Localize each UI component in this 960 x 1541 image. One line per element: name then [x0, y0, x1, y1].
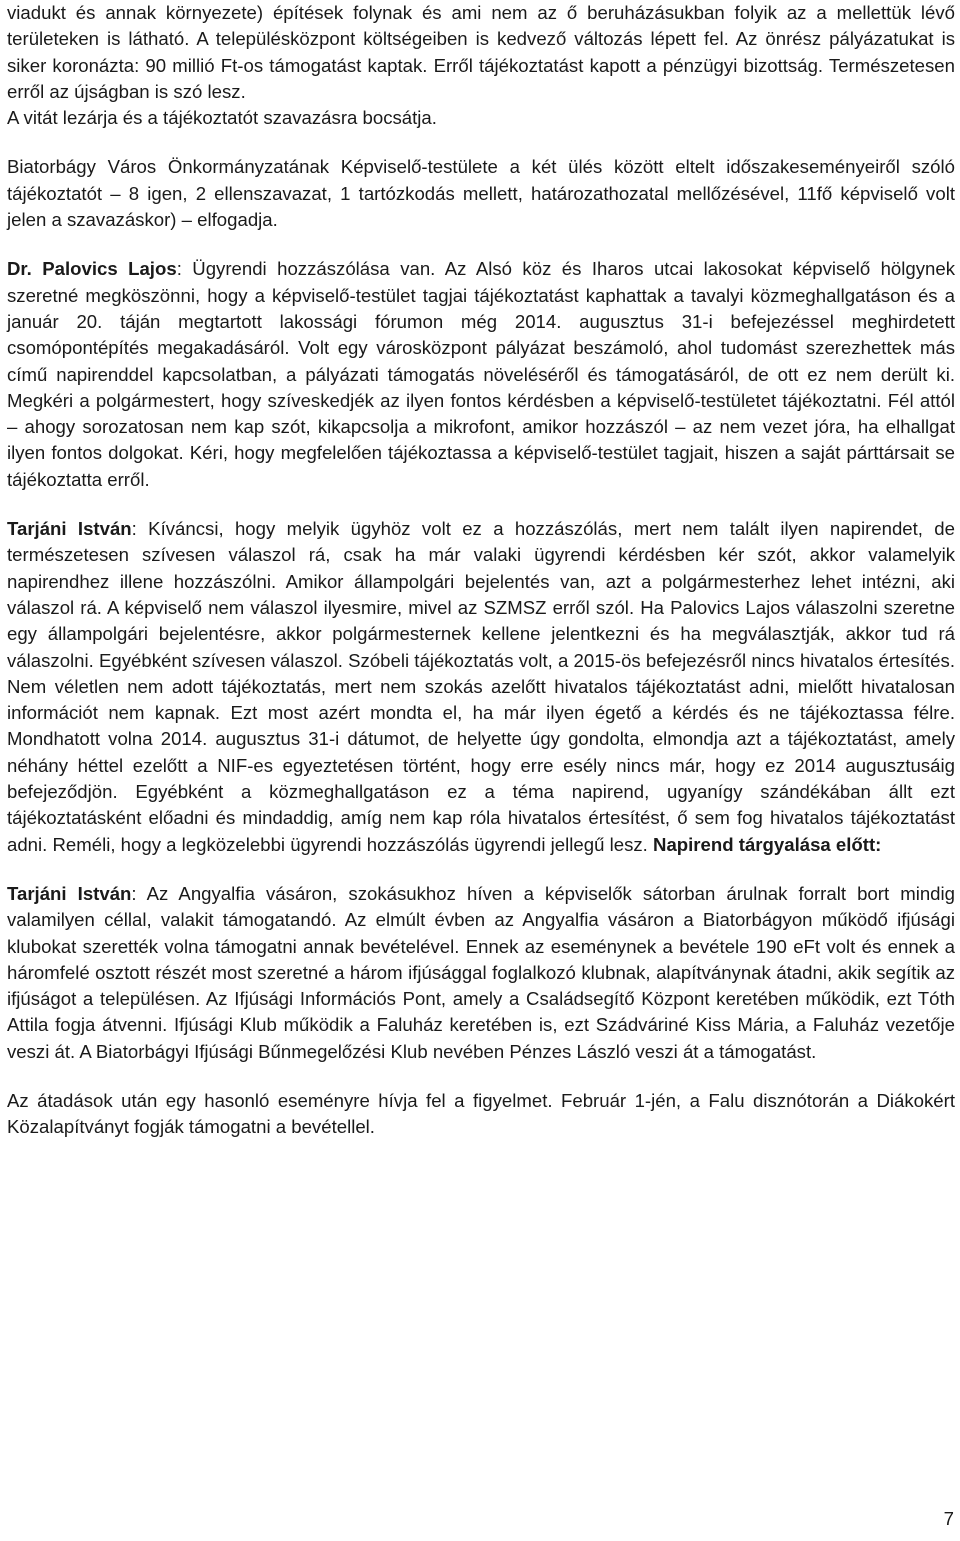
section-heading: Napirend tárgyalása előtt: — [653, 833, 882, 855]
document-body — [7, 0, 955, 1141]
speech-text: : Ügyrendi hozzászólása van. Az Alsó köz és Iharos utcai lakosokat képviselő hölgynek szeretné megköszönni, hogy a képviselő-testület tagjai tájékoztatást kaphattak a tavalyi közmeghallgatáson és a január 20. táján megtartott lakossági fórumon még 2014. augusztus 31-i befejezéssel meghirdetett csomópontépítés megakadásáról. Volt egy városközpont pályázat beszámoló, ahol tudomást szerezhettek más című napirenddel kapcsolatban, a pályázati támogatás növeléséről és támogatásáról, de ott ez nem derült ki. Megkéri a polgármestert, hogy szíveskedjék az ilyen fontos kérdésben a képviselő-testületet tájékoztatni. Fél attól – ahogy sorozatosan nem kap szót, kikapcsolja a mikrofont, amikor hozzászól – az nem vezet jóra, ha elhallgat ilyen fontos dolgokat. Kéri, hogy megfelelően tájékoztassa a képviselő-testület tagjait, hiszen a saját párttársait se tájékoztatta erről. — [7, 258, 956, 490]
speaker-name: Tarjáni István — [7, 518, 132, 540]
paragraph-vote-call: A vitát lezárja és a tájékoztatót szavazásra bocsátja. — [7, 107, 437, 129]
speech-text: : Az Angyalfia vásáron, szokásukhoz híven a képviselők sátorban árulnak forralt bort mindig valamilyen céllal, valakit támogatandó. Az elmúlt évben az Angyalfia vásáron a Biatorbágyon működő ifjúsági klubokat szerették volna támogatni annak bevételével. Ennek az eseménynek a bevétele 190 eFt volt és ennek a háromfelé osztott részét most szeretné a három ifjúsággal foglalkozó klubnak, alapítványnak átadni, akik segítik az ifjúságot a településen. Az Ifjúsági Információs Pont, amely a Családsegítő Központ keretében működik, ezt Tóth Attila fogja átvenni. Ifjúsági Klub működik a Faluház keretében is, ezt Szádváriné Kiss Mária, a Faluház vezetője veszi át. A Biatorbágyi Ifjúsági Bűnmegelőzési Klub nevében Pénzes László veszi át a támogatást. — [7, 882, 955, 1062]
paragraph-tarjani-1 — [7, 516, 955, 858]
paragraph-tarjani-2 — [7, 881, 955, 1065]
speech-text: : Kíváncsi, hogy melyik ügyhöz volt ez a hozzászólás, mert nem talált ilyen napirendet, de természetesen szívesen válaszol rá, csak ha már valaki ügyrendi kérdésben kér szót, akkor valamelyik napirendhez illene hozzászólni. Amikor állampolgári bejelentés van, azt a polgármesterhez lehet intézni, aki válaszol rá. A képviselő nem válaszol ilyesmire, mivel az SZMSZ erről szól. Ha Palovics Lajos válaszolni szeretne egy állampolgári bejelentésre, akkor polgármesternek kellene jelentkezni és ha megválasztják, akkor tud rá válaszolni. Egyébként szívesen válaszol. Szóbeli tájékoztatás volt, a 2015-ös befejezésről nincs hivatalos értesítés. Nem véletlen nem adott tájékoztatás, mert nem szokás azelőtt hivatalos tájékoztatást adni, mielőtt hivatalosan információt nem kapnak. Ezt most azért mondta el, ha már ilyen égető a kérdés és ne tájékoztassa félre. Mondhatott volna 2014. augusztus 31-i dátumot, de helyette úgy gondolta, elmondja azt a tájékoztatást, amely néhány héttel ezelőtt a NIF-es egyeztetésen történt, hogy erre esély nincs már, hogy ez 2014 augusztusáig befejeződjön. Egyébként a közmeghallgatáson ez a téma napirend, ugyanígy szándékában állt ezt tájékoztatásként előadni és mindaddig, amíg nem kap róla hivatalos értesítést, ő sem fog hivatalos tájékoztatást adni. Reméli, hogy a legközelebbi ügyrendi hozzászólás ügyrendi jellegű lesz. — [7, 518, 955, 855]
paragraph-closing: Az átadások után egy hasonló eseményre hívja fel a figyelmet. Február 1-jén, a Falu disznótorán a Diákokért Közalapítványt fogják támogatni a bevétellel. — [7, 1089, 955, 1138]
speaker-name: Tarjáni István — [7, 882, 132, 904]
paragraph-intro: viadukt és annak környezete) építések folynak és ami nem az ő beruházásukban folyik az a mellettük lévő területeken is látható. A településközpont költségeiben is kedvező változás lépett fel. Az önrész pályázatukat is siker koronázta: 90 millió Ft-os támogatást kaptak. Erről tájékoztatást kapott a pénzügyi bizottság. Természetesen erről az újságban is szó lesz. — [7, 2, 955, 102]
paragraph-resolution: Biatorbágy Város Önkormányzatának Képviselő-testülete a két ülés között eltelt időszakeseményeiről szóló tájékoztatót – 8 igen, 2 ellenszavazat, 1 tartózkodás mellett, határozathozatal mellőzésével, 11fő képviselő volt jelen a szavazáskor) – elfogadja. — [7, 156, 955, 231]
page-number: 7 — [943, 1508, 954, 1529]
paragraph-palovics — [7, 256, 955, 493]
speaker-name: Dr. Palovics Lajos — [7, 258, 177, 280]
